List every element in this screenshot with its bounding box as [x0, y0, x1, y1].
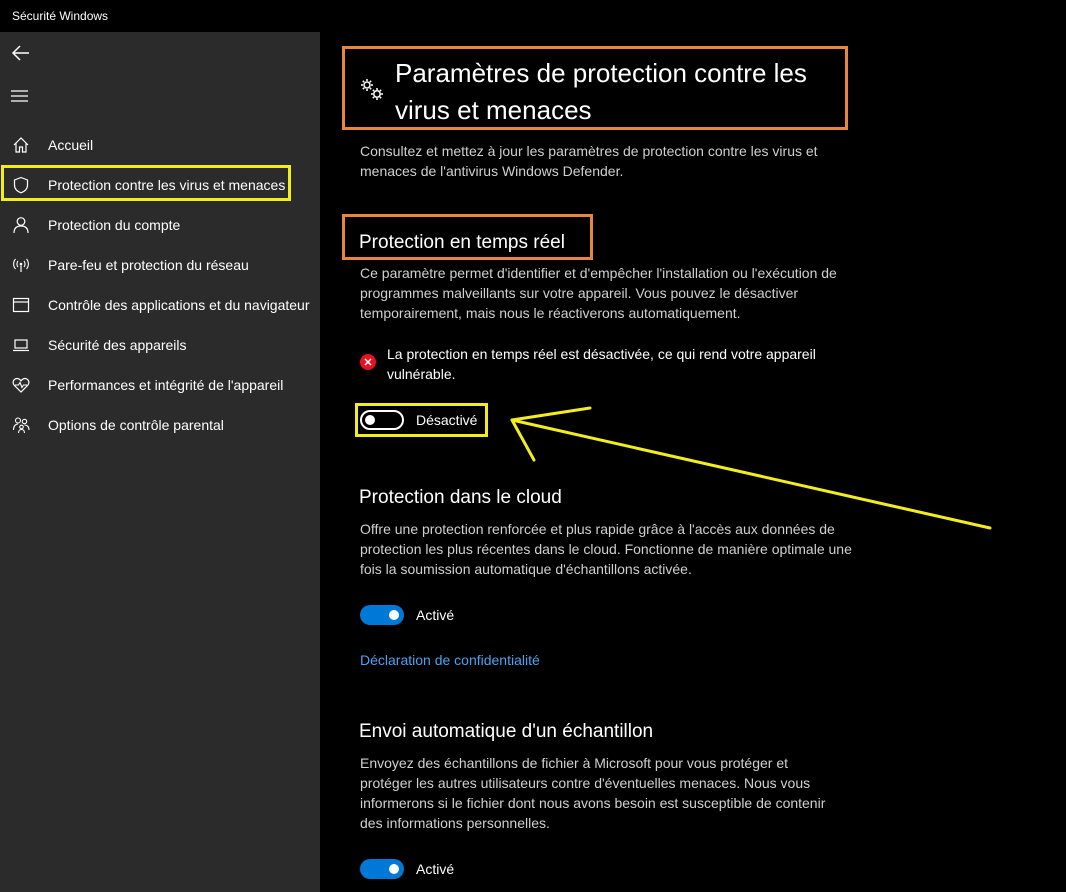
shield-icon	[12, 176, 30, 194]
sidebar-item-account-protection[interactable]	[0, 205, 320, 245]
realtime-warning-text: La protection en temps réel est désactivée, ce qui rend votre appareil vulnérable.	[387, 346, 816, 382]
family-icon	[12, 416, 30, 434]
sidebar-item-label: Protection du compte	[48, 217, 181, 233]
app-window-icon	[12, 296, 30, 314]
cloud-protection-title: Protection dans le cloud	[359, 487, 562, 508]
page-description: Consultez et mettez à jour les paramètres de protection contre les virus et menaces de l'antivirus Windows Defender.	[360, 143, 818, 179]
sidebar-item-label: Pare-feu et protection du réseau	[48, 257, 249, 273]
cloud-protection-description: Offre une protection renforcée et plus rapide grâce à l'accès aux données de protection les plus récentes dans le cloud. Fonctionne de manière optimale une fois la soumission automatique d'échantillons activée.	[360, 521, 852, 577]
sidebar-item-label: Accueil	[48, 137, 94, 153]
heart-icon	[12, 376, 30, 394]
sidebar-item-label: Options de contrôle parental	[48, 417, 224, 433]
person-icon	[12, 216, 30, 234]
sample-toggle-state: Activé	[416, 861, 455, 877]
cloud-protection-toggle[interactable]	[360, 605, 404, 625]
realtime-protection-description: Ce paramètre permet d'identifier et d'empêcher l'installation ou l'exécution de programmes malveillants sur votre appareil. Vous pouvez le désactiver temporairement, mais nous le réactiverons automatiquement.	[360, 265, 837, 321]
laptop-icon	[12, 336, 30, 354]
gears-icon	[358, 76, 386, 102]
sidebar-item-label: Contrôle des applications et du navigateur	[48, 297, 310, 313]
sample-submission-title: Envoi automatique d'un échantillon	[359, 721, 654, 742]
sidebar-item-firewall[interactable]	[0, 245, 320, 285]
error-icon	[360, 354, 376, 370]
sidebar	[0, 32, 320, 892]
back-arrow-icon[interactable]	[10, 42, 32, 64]
hamburger-menu-icon[interactable]	[10, 88, 30, 104]
sample-submission-toggle[interactable]	[360, 859, 404, 879]
sidebar-item-label: Sécurité des appareils	[48, 337, 187, 353]
sidebar-item-device-performance[interactable]	[0, 365, 320, 405]
page-title: Paramètres de protection contre les virus et menaces	[395, 58, 807, 125]
wireless-icon	[12, 256, 30, 274]
sidebar-item-label: Performances et intégrité de l'appareil	[48, 377, 284, 393]
realtime-toggle-state: Désactivé	[416, 412, 478, 428]
realtime-protection-title: Protection en temps réel	[359, 232, 565, 253]
cloud-toggle-state: Activé	[416, 607, 455, 623]
realtime-protection-toggle[interactable]	[360, 410, 404, 430]
sidebar-item-virus-protection[interactable]	[0, 165, 320, 205]
toggle-knob	[389, 610, 399, 620]
sidebar-item-parental-options[interactable]	[0, 405, 320, 445]
sidebar-item-device-security[interactable]	[0, 325, 320, 365]
sample-submission-description: Envoyez des échantillons de fichier à Microsoft pour vous protéger et protéger les autres utilisateurs contre d'éventuelles menaces. Nous vous informerons si le fichier dont nous avons besoin est susceptible de contenir des informations personnelles.	[360, 755, 826, 831]
sidebar-item-app-browser-control[interactable]	[0, 285, 320, 325]
toggle-knob	[389, 864, 399, 874]
home-icon	[12, 136, 30, 154]
sidebar-item-accueil[interactable]	[0, 125, 320, 165]
privacy-statement-link[interactable]: Déclaration de confidentialité	[360, 652, 540, 668]
sidebar-item-label: Protection contre les virus et menaces	[48, 177, 286, 193]
toggle-knob	[365, 415, 375, 425]
window-title: Sécurité Windows	[0, 0, 1066, 32]
